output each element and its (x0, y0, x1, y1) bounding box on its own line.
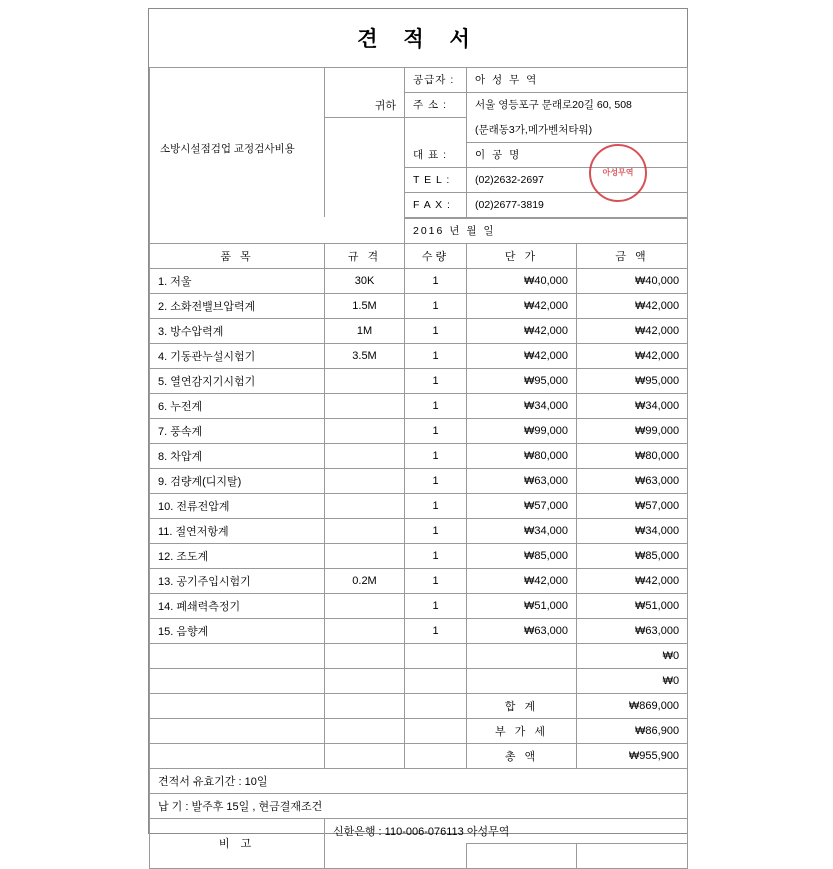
supplier-company-value: 아 성 무 역 (467, 67, 688, 92)
row-qty: 1 (405, 443, 467, 468)
row-price: ₩99,000 (467, 418, 577, 443)
row-qty: 1 (405, 343, 467, 368)
row-qty: 1 (405, 293, 467, 318)
row-item: 12. 조도계 (150, 543, 325, 568)
row-price: ₩34,000 (467, 393, 577, 418)
row-item: 7. 풍속계 (150, 418, 325, 443)
row-item: 6. 누전계 (150, 393, 325, 418)
row-amount: ₩42,000 (577, 318, 688, 343)
remark-blank-3 (577, 843, 688, 868)
subject-text: 소방시설점검업 교정검사비용 (160, 143, 295, 155)
row-price: ₩95,000 (467, 368, 577, 393)
total-blank-item (150, 693, 325, 718)
total-blank-spec (325, 718, 405, 743)
document-table (149, 9, 688, 869)
row-item: 14. 폐쇄력측정기 (150, 593, 325, 618)
row-item (150, 643, 325, 668)
total-blank-qty (405, 693, 467, 718)
row-price: ₩63,000 (467, 618, 577, 643)
title-cell (150, 9, 688, 67)
supplier-tel-value: (02)2632-2697 (467, 167, 688, 192)
total-row (150, 693, 688, 718)
row-spec (325, 393, 405, 418)
row-item: 3. 방수압력계 (150, 318, 325, 343)
table-row (150, 368, 688, 393)
table-row (150, 293, 688, 318)
date-blank-cell (150, 218, 405, 243)
bank-text: 신한은행 : 110-006-076113 아성무역 (325, 818, 688, 843)
row-amount: ₩34,000 (577, 518, 688, 543)
row-price: ₩34,000 (467, 518, 577, 543)
row-qty: 1 (405, 268, 467, 293)
row-item: 15. 음향계 (150, 618, 325, 643)
row-qty: 1 (405, 518, 467, 543)
validity-row (150, 768, 688, 793)
row-spec: 3.5M (325, 343, 405, 368)
row-spec (325, 468, 405, 493)
row-amount: ₩40,000 (577, 268, 688, 293)
row-amount: ₩63,000 (577, 618, 688, 643)
row-spec: 30K (325, 268, 405, 293)
row-item (150, 668, 325, 693)
row-spec: 1M (325, 318, 405, 343)
total-value: ₩86,900 (577, 718, 688, 743)
subject-blank-top (150, 117, 325, 217)
supplier-tel-label: T E L : (405, 167, 467, 192)
row-item: 13. 공기주입시험기 (150, 568, 325, 593)
total-label: 부 가 세 (467, 718, 577, 743)
table-row (150, 593, 688, 618)
row-qty: 1 (405, 393, 467, 418)
row-price: ₩42,000 (467, 318, 577, 343)
table-row (150, 543, 688, 568)
table-header-row (150, 243, 688, 268)
row-item: 5. 열연감지기시험기 (150, 368, 325, 393)
total-row (150, 718, 688, 743)
header-spec: 규 격 (325, 243, 405, 268)
supplier-row-1 (150, 67, 688, 92)
seal-text: 아성무역 (602, 167, 634, 177)
table-row (150, 268, 688, 293)
supplier-fax-value: (02)2677-3819 (467, 192, 688, 217)
row-price: ₩51,000 (467, 593, 577, 618)
row-price: ₩42,000 (467, 568, 577, 593)
header-amount: 금 액 (577, 243, 688, 268)
table-row (150, 618, 688, 643)
row-price (467, 668, 577, 693)
row-qty (405, 643, 467, 668)
row-qty: 1 (405, 593, 467, 618)
table-row (150, 418, 688, 443)
supplier-address-label: 주 소 : (405, 92, 467, 117)
table-row (150, 318, 688, 343)
table-row (150, 493, 688, 518)
row-qty: 1 (405, 468, 467, 493)
remark-blank-1 (325, 843, 467, 868)
subject-blank-top2 (325, 117, 405, 217)
subject-holder (150, 143, 405, 218)
supplier-company-label: 공급자 : (405, 67, 467, 92)
row-qty: 1 (405, 543, 467, 568)
total-value: ₩955,900 (577, 743, 688, 768)
row-price (467, 643, 577, 668)
supplier-ceo-value: 이 공 명 (467, 142, 688, 167)
row-amount: ₩42,000 (577, 343, 688, 368)
row-amount: ₩42,000 (577, 568, 688, 593)
row-price: ₩42,000 (467, 343, 577, 368)
row-qty: 1 (405, 493, 467, 518)
row-amount: ₩0 (577, 643, 688, 668)
total-blank-qty (405, 743, 467, 768)
supplier-address-label-blank (405, 117, 467, 142)
date-line: 2016 년 월 일 (405, 218, 688, 243)
remark-blank-2 (467, 843, 577, 868)
date-row (150, 218, 688, 243)
row-price: ₩85,000 (467, 543, 577, 568)
total-label: 합 계 (467, 693, 577, 718)
total-value: ₩869,000 (577, 693, 688, 718)
remark-label: 비 고 (150, 818, 325, 868)
row-spec (325, 643, 405, 668)
table-row (150, 468, 688, 493)
row-spec (325, 668, 405, 693)
header-item: 품 목 (150, 243, 325, 268)
table-row (150, 518, 688, 543)
row-qty: 1 (405, 618, 467, 643)
row-qty: 1 (405, 368, 467, 393)
row-price: ₩42,000 (467, 293, 577, 318)
table-row (150, 643, 688, 668)
row-spec (325, 368, 405, 393)
row-price: ₩80,000 (467, 443, 577, 468)
row-item: 8. 차압계 (150, 443, 325, 468)
row-item: 11. 절연저항계 (150, 518, 325, 543)
total-blank-spec (325, 743, 405, 768)
supplier-row-3 (150, 117, 688, 142)
row-amount: ₩0 (577, 668, 688, 693)
table-row (150, 393, 688, 418)
row-spec (325, 618, 405, 643)
validity-text: 견적서 유효기간 : 10일 (150, 768, 688, 793)
row-qty: 1 (405, 418, 467, 443)
table-row (150, 568, 688, 593)
row-spec (325, 443, 405, 468)
supplier-address-value2: (문래동3가,메가벤처타워) (467, 117, 688, 142)
row-spec: 1.5M (325, 293, 405, 318)
delivery-text: 납 기 : 발주후 15일 , 현금결재조건 (150, 793, 688, 818)
row-price: ₩40,000 (467, 268, 577, 293)
row-amount: ₩99,000 (577, 418, 688, 443)
total-row (150, 743, 688, 768)
quotation-document (148, 8, 688, 850)
row-amount: ₩63,000 (577, 468, 688, 493)
total-blank-qty (405, 718, 467, 743)
total-label: 총 액 (467, 743, 577, 768)
header-qty: 수량 (405, 243, 467, 268)
row-item: 10. 전류전압계 (150, 493, 325, 518)
row-item: 9. 검량계(디지탈) (150, 468, 325, 493)
recipient-label: 귀하 (325, 67, 405, 117)
row-spec (325, 418, 405, 443)
row-spec (325, 493, 405, 518)
row-amount: ₩57,000 (577, 493, 688, 518)
total-blank-spec (325, 693, 405, 718)
supplier-address-value: 서울 영등포구 문래로20길 60, 508 (467, 92, 688, 117)
row-amount: ₩34,000 (577, 393, 688, 418)
table-row (150, 668, 688, 693)
row-spec (325, 518, 405, 543)
delivery-row (150, 793, 688, 818)
page-title: 견 적 서 (357, 27, 480, 51)
row-amount: ₩85,000 (577, 543, 688, 568)
row-price: ₩57,000 (467, 493, 577, 518)
total-blank-item (150, 743, 325, 768)
title-row (150, 9, 688, 67)
row-item: 2. 소화전밸브압력계 (150, 293, 325, 318)
row-item: 1. 저울 (150, 268, 325, 293)
row-qty: 1 (405, 568, 467, 593)
row-item: 4. 기동관누설시험기 (150, 343, 325, 368)
row-qty: 1 (405, 318, 467, 343)
row-amount: ₩95,000 (577, 368, 688, 393)
row-spec: 0.2M (325, 568, 405, 593)
row-price: ₩63,000 (467, 468, 577, 493)
remark-row-1 (150, 818, 688, 843)
total-blank-item (150, 718, 325, 743)
table-row (150, 343, 688, 368)
table-row (150, 443, 688, 468)
row-qty (405, 668, 467, 693)
row-spec (325, 593, 405, 618)
row-amount: ₩80,000 (577, 443, 688, 468)
supplier-ceo-label: 대 표 : (405, 142, 467, 167)
row-spec (325, 543, 405, 568)
row-amount: ₩51,000 (577, 593, 688, 618)
recipient-blank-cell (150, 67, 325, 117)
header-price: 단 가 (467, 243, 577, 268)
supplier-fax-label: F A X : (405, 192, 467, 217)
row-amount: ₩42,000 (577, 293, 688, 318)
